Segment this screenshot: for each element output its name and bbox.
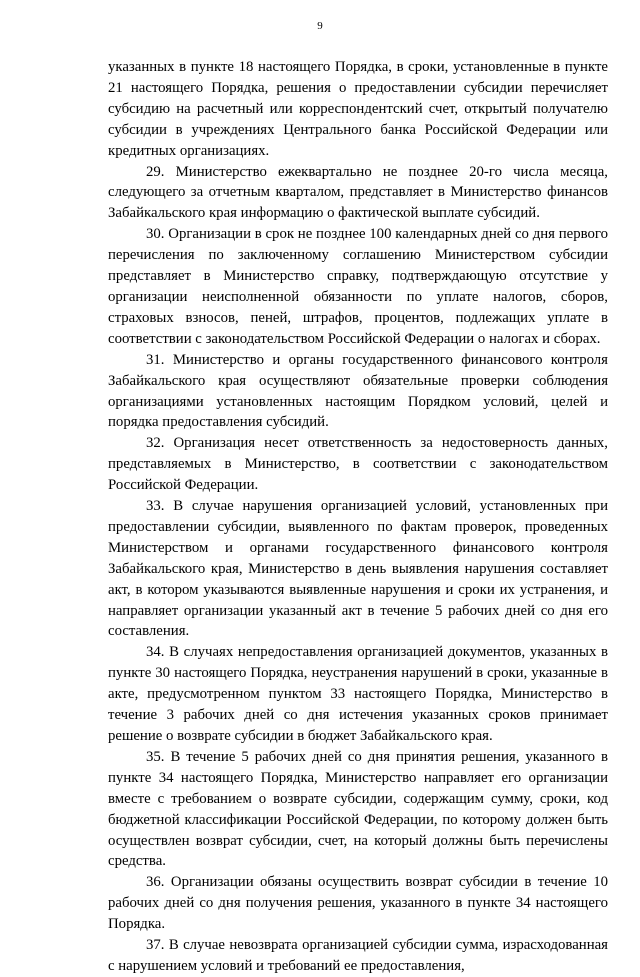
paragraph-33: 33. В случае нарушения организацией условий, установленных при предоставлении субсидии, выявленного по фактам проверок, проведенных Министерством и органами государственного финансового контроля Забайкальского края, Министерство в день выявления нарушения составляет акт, в котором указываются выявленные нарушения и сроки их устранения, и направляет организации указанный акт в течение 5 рабочих дней со дня его составления. xyxy=(108,498,608,640)
paragraph-32: 32. Организация несет ответственность за недостоверность данных, представляемых в Министерство, в соответствии с законодательством Российской Федерации. xyxy=(108,435,608,494)
paragraph-37: 37. В случае невозврата организацией субсидии сумма, израсходованная с нарушением условий и требований ее предоставления, xyxy=(108,937,608,974)
paragraph-29: 29. Министерство ежеквартально не позднее 20-го числа месяца, следующего за отчетным кварталом, представляет в Министерство финансов Забайкальского края информацию о фактической выплате субсидий. xyxy=(108,163,608,222)
paragraph-30: 30. Организации в срок не позднее 100 календарных дней со дня первого перечисления по заключенному соглашению Министерством субсидии представляет в Министерство справку, подтверждающую отсутствие у организации неисполненной обязанности по уплате налогов, сборов, страховых взносов, пеней, штрафов, процентов, подлежащих уплате в соответствии с законодательством Российской Федерации о налогах и сборах. xyxy=(108,226,608,347)
body-text xyxy=(108,57,608,977)
paragraph-36: 36. Организации обязаны осуществить возврат субсидии в течение 10 рабочих дней со дня получения решения, указанного в пункте 34 настоящего Порядка. xyxy=(108,874,608,933)
page-number: 9 xyxy=(317,20,323,32)
paragraph-continuation: указанных в пункте 18 настоящего Порядка, в сроки, установленные в пункте 21 настоящего Порядка, решения о предоставлении субсидии перечисляет субсидию на расчетный или корреспондентский счет, открытый получателю субсидии в учреждениях Центрального банка Российской Федерации или кредитных организациях. xyxy=(108,59,608,159)
paragraph-34: 34. В случаях непредоставления организацией документов, указанных в пункте 30 настоящего Порядка, неустранения нарушений в сроки, указанные в акте, предусмотренном пунктом 33 настоящего Порядка, Министерство в течение 3 рабочих дней со дня истечения указанных сроков принимает решение о возврате субсидии в бюджет Забайкальского края. xyxy=(108,644,608,744)
paragraph-35: 35. В течение 5 рабочих дней со дня принятия решения, указанного в пункте 34 настоящего Порядка, Министерство направляет его организации вместе с требованием о возврате субсидии, содержащим сумму, сроки, код бюджетной классификации Российской Федерации, по которому должен быть осуществлен возврат субсидии, счет, на который должны быть перечислены средства. xyxy=(108,748,608,870)
paragraph-31: 31. Министерство и органы государственного финансового контроля Забайкальского края осуществляют обязательные проверки соблюдения организациями установленных настоящим Порядком условий, целей и порядка предоставления субсидий. xyxy=(108,351,608,431)
